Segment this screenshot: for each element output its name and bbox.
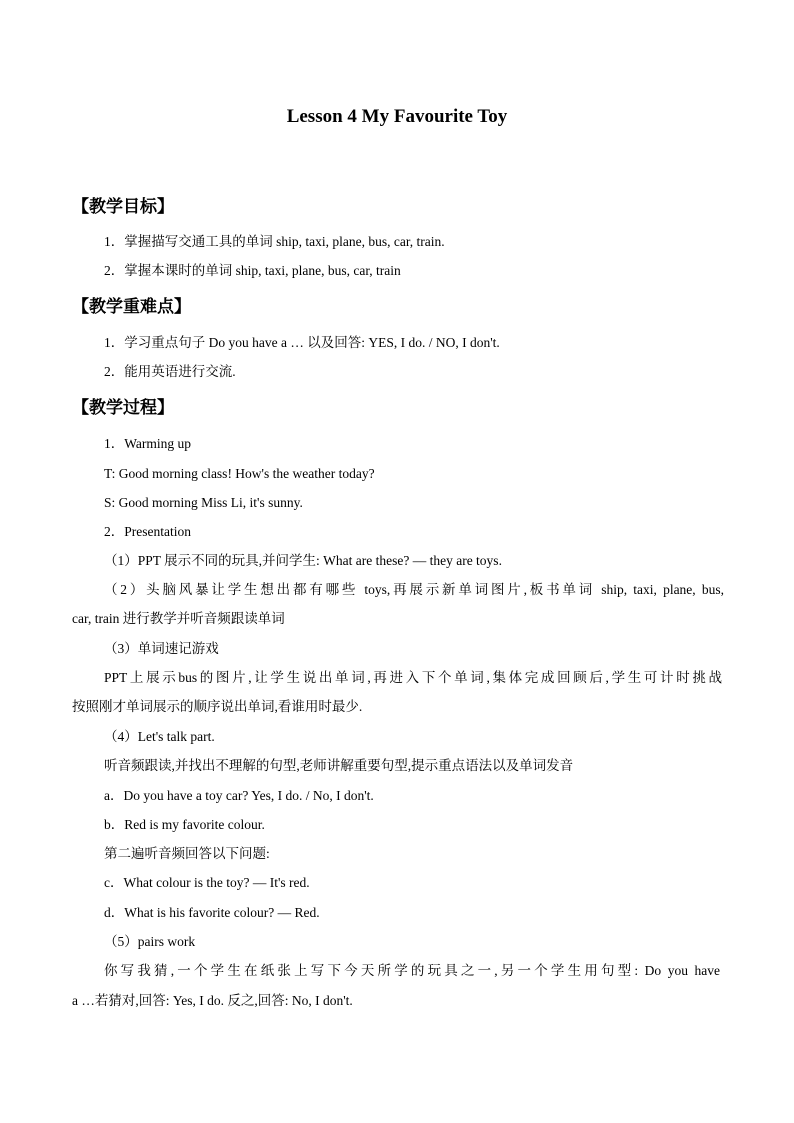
process-line: （4）Let's talk part. [104, 729, 215, 744]
section-heading-objectives: 【教学目标】 [72, 197, 174, 217]
objective-item: 1．掌握描写交通工具的单词 ship, taxi, plane, bus, car, train. [104, 234, 445, 249]
process-line: 按照刚才单词展示的顺序说出单词,看谁用时最少. [72, 699, 363, 714]
section-heading-process: 【教学过程】 [72, 398, 174, 418]
process-line: T: Good morning class! How's the weather today? [104, 466, 375, 481]
document-title: Lesson 4 My Favourite Toy [286, 106, 508, 127]
process-line: S: Good morning Miss Li, it's sunny. [104, 495, 303, 510]
process-line: PPT上展示bus的图片,让学生说出单词,再进入下个单词,集体完成回顾后,学生可计时挑战 [104, 670, 722, 685]
process-line: 2．Presentation [104, 524, 191, 539]
process-line: c．What colour is the toy? — It's red. [104, 875, 310, 890]
key-point-item: 1．学习重点句子 Do you have a … 以及回答: YES, I do. / NO, I don't. [104, 335, 500, 350]
section-heading-key-points: 【教学重难点】 [72, 297, 191, 317]
process-line: b．Red is my favorite colour. [104, 817, 265, 832]
process-line: 你写我猜,一个学生在纸张上写下今天所学的玩具之一,另一个学生用句型: Do you have [104, 963, 720, 978]
process-line: （3）单词速记游戏 [104, 641, 219, 656]
process-line: a …若猜对,回答: Yes, I do. 反之,回答: No, I don't. [72, 993, 353, 1008]
process-line: car, train 进行教学并听音频跟读单词 [72, 611, 285, 626]
key-point-item: 2．能用英语进行交流. [104, 364, 236, 379]
objective-item: 2．掌握本课时的单词 ship, taxi, plane, bus, car, train [104, 263, 401, 278]
process-line: a．Do you have a toy car? Yes, I do. / No, I don't. [104, 788, 374, 803]
process-line: 听音频跟读,并找出不理解的句型,老师讲解重要句型,提示重点语法以及单词发音 [104, 758, 574, 773]
process-line: 1．Warming up [104, 436, 192, 451]
process-line: （5）pairs work [104, 934, 196, 949]
process-line: （2）头脑风暴让学生想出都有哪些 toys,再展示新单词图片,板书单词 ship, taxi, plane, bus, [104, 582, 724, 597]
process-line: （1）PPT 展示不同的玩具,并问学生: What are these? — they are toys. [104, 553, 502, 568]
process-line: 第二遍听音频回答以下问题: [104, 846, 270, 861]
process-line: d．What is his favorite colour? — Red. [104, 905, 320, 920]
